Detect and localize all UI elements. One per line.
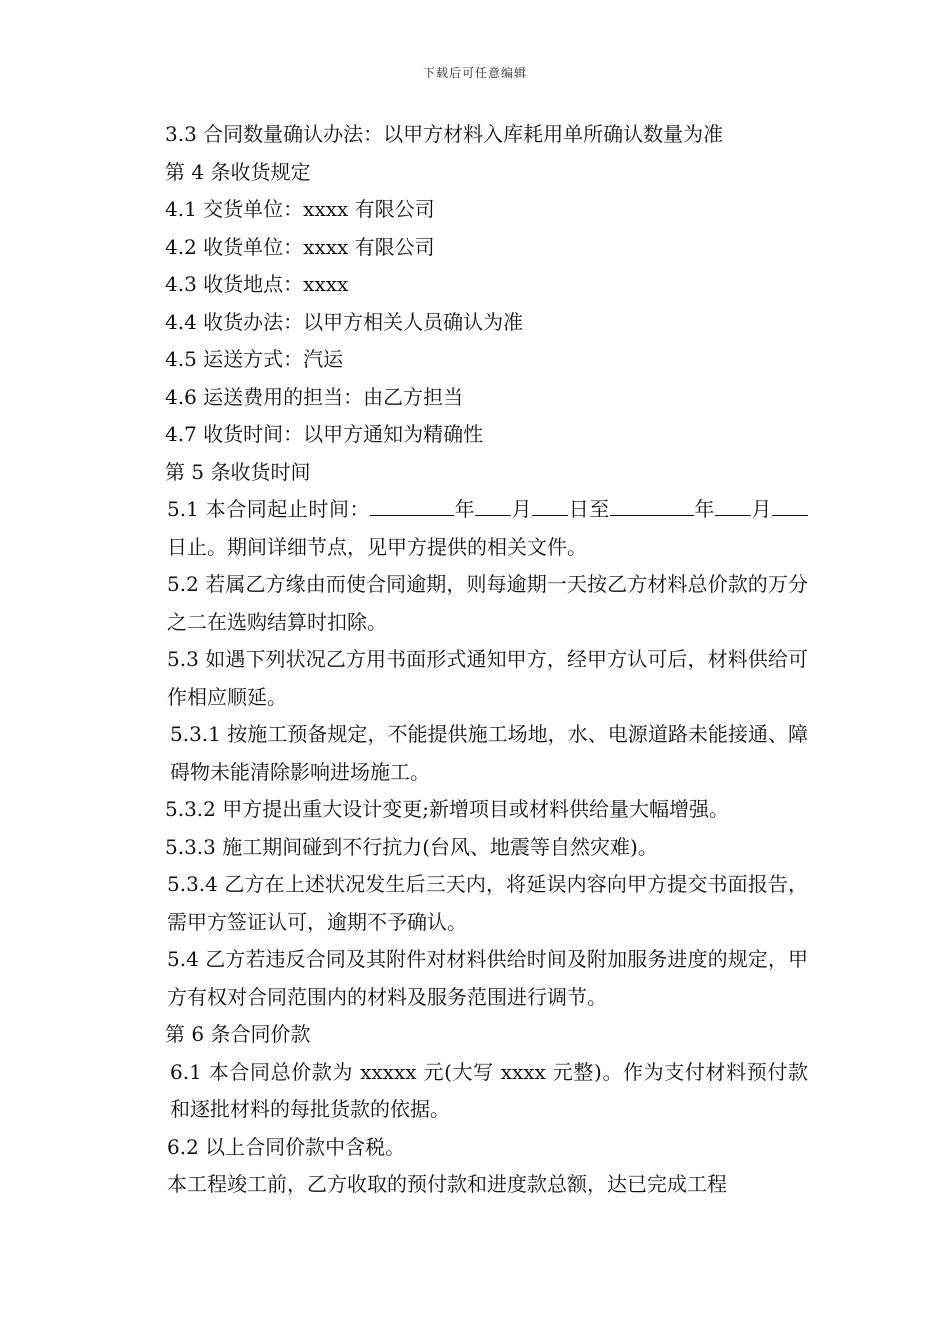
article-6-heading: 第 6 条合同价款 (165, 1022, 311, 1046)
clause-5-1-prefix: 5.1 本合同起止时间： (167, 497, 371, 521)
clause-4-7: 4.7 收货时间：以甲方通知为精确性 (165, 422, 484, 446)
clause-4-3: 4.3 收货地点：xxxx (165, 272, 349, 296)
clause-3-3: 3.3 合同数量确认办法：以甲方材料入库耗用单所确认数量为准 (165, 122, 724, 146)
start-year-label: 年 (454, 497, 476, 521)
clause-4-1: 4.1 交货单位：xxxx 有限公司 (165, 197, 435, 221)
article-5-heading: 第 5 条收货时间 (165, 459, 311, 484)
end-day-blank (772, 495, 808, 516)
start-day-blank (532, 495, 568, 516)
start-month-blank (475, 495, 511, 516)
clause-4-5: 4.5 运送方式：汽运 (165, 347, 344, 371)
clause-6-3: 本工程竣工前，乙方收取的预付款和进度款总额，达已完成工程 (167, 1172, 727, 1196)
clause-5-3-4: 5.3.4 乙方在上述状况发生后三天内，将延误内容向甲方提交书面报告，需甲方签证认可，逾期不予确认。 (167, 872, 808, 934)
article-4-heading: 第 4 条收货规定 (165, 159, 311, 184)
clause-5-2: 5.2 若属乙方缘由而使合同逾期，则每逾期一天按乙方材料总价款的万分之二在选购结算时扣除。 (167, 572, 808, 634)
clause-4-2: 4.2 收货单位：xxxx 有限公司 (165, 234, 435, 259)
clause-5-3-2: 5.3.2 甲方提出重大设计变更;新增项目或材料供给量大幅增强。 (165, 797, 729, 821)
clause-6-1: 6.1 本合同总价款为 xxxxx 元(大写 xxxx 元整)。作为支付材料预付款和逐批材料的每批货款的依据。 (170, 1059, 808, 1121)
clause-5-3: 5.3 如遇下列状况乙方用书面形式通知甲方，经甲方认可后，材料供给可作相应顺延。 (167, 647, 808, 709)
start-year-blank (370, 495, 454, 516)
clause-5-1-tail: 日止。期间详细节点，见甲方提供的相关文件。 (167, 534, 587, 559)
clause-4-6: 4.6 运送费用的担当：由乙方担当 (165, 384, 464, 409)
start-month-label: 月 (511, 497, 533, 521)
clause-5-3-1: 5.3.1 按施工预备规定，不能提供施工场地，水、电源道路未能接通、障碍物未能清除影响进场施工。 (170, 722, 808, 784)
end-year-blank (610, 495, 694, 516)
end-month-label: 月 (750, 497, 773, 521)
clause-6-2: 6.2 以上合同价款中含税。 (167, 1134, 406, 1159)
clause-5-3-3: 5.3.3 施工期间碰到不行抗力(台风、地震等自然灾难)。 (165, 834, 658, 859)
clause-4-4: 4.4 收货办法：以甲方相关人员确认为准 (165, 309, 524, 334)
end-year-label: 年 (693, 497, 715, 521)
start-day-label: 日至 (568, 497, 610, 521)
end-month-blank (715, 495, 751, 516)
clause-5-1 (146, 491, 808, 566)
clause-5-4: 5.4 乙方若违反合同及其附件对材料供给时间及附加服务进度的规定，甲方有权对合同范围内的材料及服务范围进行调节。 (167, 947, 808, 1009)
contract-body (146, 116, 808, 1204)
header-note: 下载后可任意编辑 (422, 66, 527, 80)
